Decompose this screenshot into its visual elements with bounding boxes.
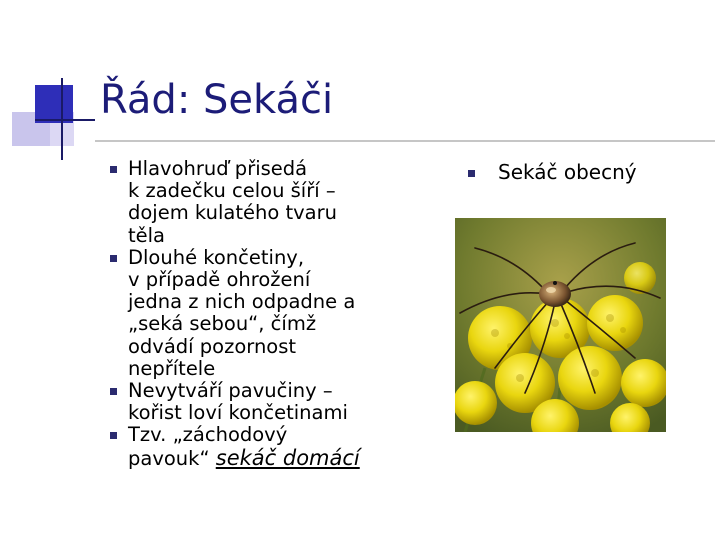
bullet-line: kořist loví končetinami: [128, 401, 348, 425]
bullet-line: dojem kulatého tvaru: [128, 201, 337, 225]
bullet-line: k zadečku celou šíří –: [128, 179, 336, 203]
bullet-line: těla: [128, 223, 166, 247]
harvestman-photo-illustration: [455, 218, 666, 432]
bullet-item: [110, 424, 390, 469]
slide-title: Řád: Sekáči: [100, 77, 334, 123]
bullet-line: Hlavohruď přisedá: [128, 157, 308, 180]
bullet-line: Tzv. „záchodový: [128, 423, 288, 447]
bullet-item: [110, 158, 390, 247]
image-caption: Sekáč obecný: [498, 160, 637, 184]
bullet-square-icon: [110, 432, 117, 439]
bullet-square-icon: [468, 170, 475, 177]
bullet-line: Nevytváří pavučiny –: [128, 379, 333, 403]
bullet-item: [110, 247, 390, 380]
bullet-line: v případě ohrožení: [128, 268, 311, 292]
bullet-item: [110, 380, 390, 424]
bullet-square-icon: [110, 166, 117, 173]
title-underline: [95, 140, 715, 142]
bullet-square-icon: [110, 388, 117, 395]
bullet-line: Dlouhé končetiny,: [128, 245, 305, 269]
bullet-line: „seká sebou“, čímž: [128, 312, 317, 336]
bullet-square-icon: [110, 255, 117, 262]
decor-horizontal-line: [35, 119, 95, 121]
bullet-text: pavouk“: [128, 446, 216, 470]
bullet-line: [128, 447, 390, 470]
emphasized-term: sekáč domácí: [215, 445, 360, 470]
bullet-list: [110, 158, 390, 470]
harvestman-photo: [455, 218, 666, 432]
decor-blue-square: [35, 85, 73, 123]
bullet-line: jedna z nich odpadne a: [128, 290, 356, 314]
bullet-line: nepřítele: [128, 356, 216, 380]
bullet-line: odvádí pozornost: [128, 334, 297, 358]
